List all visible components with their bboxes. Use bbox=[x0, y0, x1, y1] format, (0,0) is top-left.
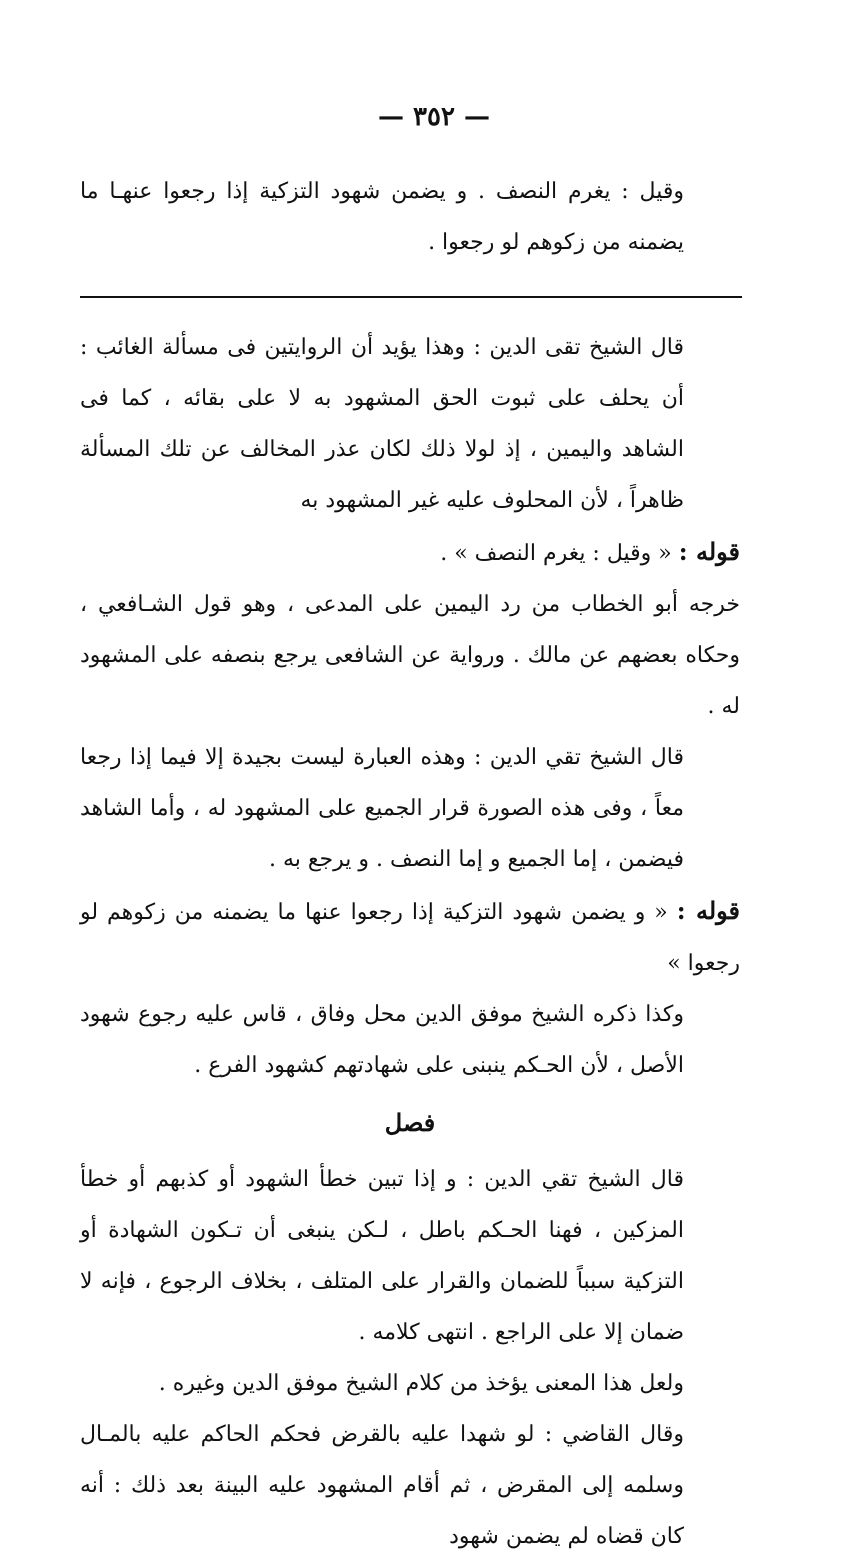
footnote-divider bbox=[80, 296, 742, 298]
qawluh-label: قوله : bbox=[678, 537, 740, 566]
commentary-quote bbox=[80, 885, 740, 989]
main-text bbox=[80, 166, 740, 268]
commentary-paragraph: قال الشيخ تقي الدين : و إذا تبين خطأ الشهود أو كذبهم أو خطأ المزكين ، فهنا الحـكم باطل ، لـكن ينبغى أن تـكون الشهادة أو التزكية سبباً للضمان والقرار على المتلف ، بخلاف الرجوع ، فإنه لا ضمان إلا على الراجع . انتهى كلامه . bbox=[80, 1167, 684, 1345]
commentary-quote bbox=[80, 526, 740, 579]
commentary-paragraph: ولعل هذا المعنى يؤخذ من كلام الشيخ موفق الدين وغيره . bbox=[158, 1371, 684, 1396]
commentary-paragraph: وكذا ذكره الشيخ موفق الدين محل وفاق ، قاس عليه رجوع شهود الأصل ، لأن الحـكم ينبنى على شهادتهم كشهود الفرع . bbox=[80, 1002, 684, 1078]
commentary-section bbox=[80, 322, 740, 1562]
commentary-paragraph: قال الشيخ تقى الدين : وهذا يؤيد أن الروايتين فى مسألة الغائب : أن يحلف على ثبوت الحق المشهود به لا على بقائه ، كما فى الشاهد واليمين ، إذ لولا ذلك لكان عذر المخالف عن تلك المسألة ظاهراً ، لأن المحلوف عليه غير المشهود به bbox=[80, 335, 684, 513]
main-paragraph: وقيل : يغرم النصف . و يضمن شهود التزكية إذا رجعوا عنهـا ما يضمنه من زكوهم لو رجعوا . bbox=[80, 179, 684, 255]
commentary-paragraph: وقال القاضي : لو شهدا عليه بالقرض فحكم الحاكم عليه بالمـال وسلمه إلى المقرض ، ثم أقام المشهود عليه البينة بعد ذلك : أنه كان قضاه لم يضمن شهود bbox=[80, 1422, 684, 1549]
quote-text: « وقيل : يغرم النصف » . bbox=[440, 541, 672, 566]
commentary-paragraph: خرجه أبو الخطاب من رد اليمين على المدعى ، وهو قول الشـافعي ، وحكاه بعضهم عن مالك . ورواية عن الشافعى يرجع بنصفه على المشهود له . bbox=[80, 592, 740, 719]
page-number: — ٣٥٢ — bbox=[377, 102, 491, 132]
qawluh-label: قوله : bbox=[676, 896, 741, 925]
section-heading: فصل bbox=[384, 1108, 436, 1137]
commentary-paragraph: قال الشيخ تقي الدين : وهذه العبارة ليست بجيدة إلا فيما إذا رجعا معاً ، وفى هذه الصورة قرار الجميع على المشهود له ، وأما الشاهد فيضمن ، إما الجميع و إما النصف . و يرجع به . bbox=[80, 745, 684, 872]
quote-text: « و يضمن شهود التزكية إذا رجعوا عنها ما يضمنه من زكوهم لو رجعوا » bbox=[80, 900, 740, 976]
